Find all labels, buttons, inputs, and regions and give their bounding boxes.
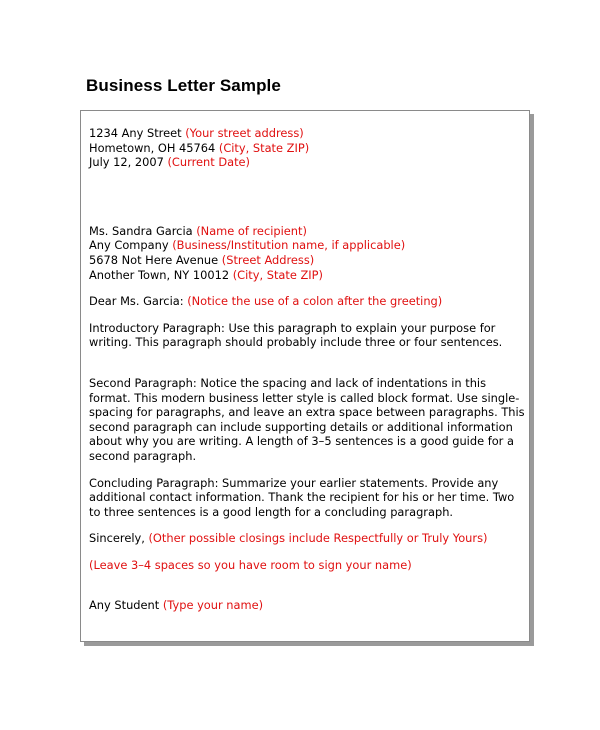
signature-name: Any Student — [89, 598, 160, 613]
page-title: Business Letter Sample — [86, 76, 281, 95]
letter-body — [89, 126, 525, 613]
letter-date: July 12, 2007 — [89, 155, 164, 170]
date-line — [89, 155, 525, 170]
date-note: (Current Date) — [167, 155, 250, 170]
greeting: Dear Ms. Garcia: — [89, 294, 184, 309]
greeting-line — [89, 294, 525, 309]
closing-line — [89, 531, 525, 546]
recipient-city-note: (City, State ZIP) — [232, 267, 323, 282]
recipient-company: Any Company — [89, 238, 169, 253]
sender-street-note: (Your street address) — [185, 126, 304, 140]
concluding-paragraph: Concluding Paragraph: Summarize your earlier statements. Provide any additional contact information. Thank the recipient for his or her time. Two to three sentences is a good length for a concluding paragraph. — [89, 475, 515, 519]
sender-street: 1234 Any Street — [89, 126, 182, 140]
recipient-name: Ms. Sandra Garcia — [89, 223, 193, 238]
signature-line — [89, 598, 525, 613]
closing: Sincerely, — [89, 531, 145, 546]
recipient-name-note: (Name of recipient) — [196, 223, 307, 238]
recipient-company-note: (Business/Institution name, if applicable) — [172, 238, 406, 253]
greeting-note: (Notice the use of a colon after the greeting) — [187, 294, 443, 309]
recipient-city: Another Town, NY 10012 — [89, 267, 230, 282]
recipient-city-line — [89, 268, 525, 283]
sender-city: Hometown, OH 45764 — [89, 140, 216, 155]
recipient-name-line — [89, 224, 525, 239]
recipient-street-note: (Street Address) — [221, 252, 315, 267]
signature-note: (Type your name) — [162, 598, 264, 613]
closing-note: (Other possible closings include Respectfully or Truly Yours) — [148, 531, 488, 546]
sender-city-note: (City, State ZIP) — [218, 140, 310, 155]
second-paragraph: Second Paragraph: Notice the spacing and lack of indentations in this format. This modern business letter style is called block format. Use single-spacing for paragraphs, and leave an extra space between paragraphs. This second paragraph can include supporting details or additional information about why you are writing. A length of 3–5 sentences is a good guide for a second paragraph. — [89, 375, 525, 463]
sender-street-line — [89, 126, 525, 141]
recipient-street-line — [89, 253, 525, 268]
sender-city-line — [89, 141, 525, 156]
signature-space-note: (Leave 3–4 spaces so you have room to sign your name) — [89, 557, 412, 572]
intro-paragraph: Introductory Paragraph: Use this paragraph to explain your purpose for writing. This paragraph should probably include three or four sentences. — [89, 320, 503, 350]
recipient-street: 5678 Not Here Avenue — [89, 252, 219, 267]
recipient-company-line — [89, 238, 525, 253]
